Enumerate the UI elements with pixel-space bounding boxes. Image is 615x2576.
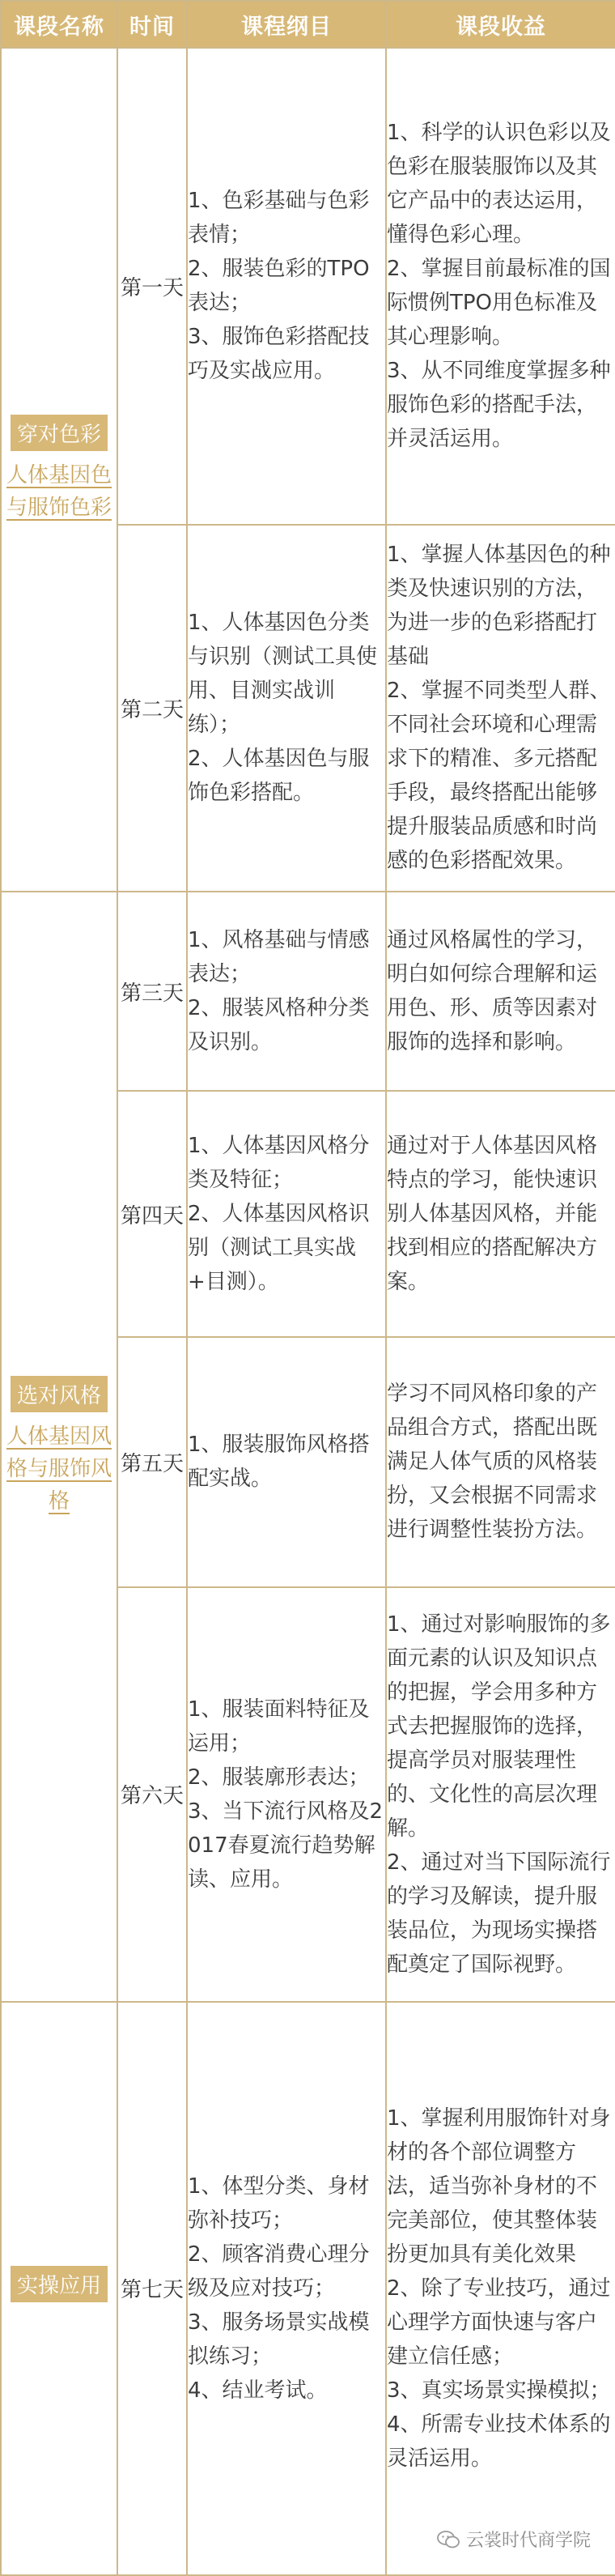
day-cell: 第三天 [117,892,187,1092]
table-row [1,48,615,525]
module-badge: 实操应用 [11,2266,108,2302]
gain-item: 通过风格属性的学习，明白如何综合理解和运用色、形、质等因素对服饰的选择和影响。 [387,928,598,1055]
day-cell: 第七天 [117,2002,187,2575]
module-badge: 穿对色彩 [11,415,108,451]
module-subtitle: 人体基因色与服饰色彩 [6,463,112,521]
header-name: 课段名称 [1,1,117,48]
gain-item: 1、掌握利用服饰针对身材的各个部位调整方法，适当弥补身材的不完美部位，使其整体装扮更加具有美化效果 [387,2106,611,2267]
header-outline: 课程纲目 [187,1,386,48]
outline-item: 2、人体基因色与服饰色彩搭配。 [188,747,370,806]
day-cell: 第五天 [117,1337,187,1586]
gain-item: 1、通过对影响服饰的多面元素的认识及知识点的把握，学会用多种方式去把握服饰的选择，提高学员对服装理性的、文化性的高层次理解。 [387,1612,611,1841]
gain-item: 通过对于人体基因风格特点的学习，能快速识别人体基因风格，并能找到相应的搭配解决方案。 [387,1134,598,1295]
gain-cell [386,2002,615,2575]
outline-item: 3、服务场景实战模拟练习； [188,2310,370,2369]
gain-item: 2、通过对当下国际流行的学习及解读，提升服装品位，为现场实操搭配奠定了国际视野。 [387,1850,611,1977]
outline-item: 1、人体基因风格分类及特征； [188,1134,370,1193]
header-gain: 课段收益 [386,1,615,48]
outline-item: 1、体型分类、身材弥补技巧； [188,2174,370,2233]
outline-item: 1、人体基因色分类与识别（测试工具使用、目测实战训练）； [188,611,378,738]
outline-item: 2、服装风格种分类及识别。 [188,996,370,1055]
wechat-icon [437,2530,460,2549]
outline-cell [187,892,386,1092]
gain-item: 4、所需专业技术体系的灵活运用。 [387,2412,611,2471]
gain-cell [386,1337,615,1586]
gain-item: 3、真实场景实操模拟； [387,2378,611,2403]
outline-cell [187,2002,386,2575]
gain-cell [386,1091,615,1337]
module-badge: 选对风格 [11,1376,108,1412]
outline-item: 1、风格基础与情感表达； [188,928,370,987]
watermark [437,2527,591,2552]
outline-item: 1、色彩基础与色彩表情； [188,189,370,248]
outline-item: 4、结业考试。 [188,2378,328,2403]
outline-item: 2、人体基因风格识别（测试工具实战+目测）。 [188,1202,370,1295]
day-cell: 第二天 [117,525,187,892]
gain-item: 学习不同风格印象的产品组合方式，搭配出既满足人体气质的风格装扮，又会根据不同需求进行调整性装扮方法。 [387,1382,598,1543]
header-row [1,1,615,48]
outline-cell [187,48,386,525]
gain-item: 2、掌握不同类型人群、不同社会环境和心理需求下的精准、多元搭配手段，最终搭配出能够提升服装品质感和时尚感的色彩搭配效果。 [387,679,611,874]
module-cell [1,2002,117,2575]
module-cell [1,892,117,2002]
gain-item: 1、科学的认识色彩以及色彩在服装服饰以及其它产品中的表达运用，懂得色彩心理。 [387,121,611,248]
table-row [1,892,615,1092]
watermark-text: 云裳时代商学院 [465,2531,591,2551]
day-cell: 第四天 [117,1091,187,1337]
module-subtitle: 人体基因风格与服饰风格 [6,1424,112,1514]
day-cell: 第六天 [117,1587,187,2002]
outline-cell [187,1587,386,2002]
outline-cell [187,1091,386,1337]
outline-item: 1、服装服饰风格搭配实战。 [188,1433,370,1492]
outline-item: 3、服饰色彩搭配技巧及实战应用。 [188,325,370,384]
gain-cell [386,525,615,892]
table-row [1,2002,615,2575]
gain-cell [386,892,615,1092]
outline-item: 2、服装廓形表达； [188,1765,370,1790]
outline-item: 1、服装面料特征及运用； [188,1697,370,1756]
gain-cell [386,48,615,525]
outline-item: 2、服装色彩的TPO表达； [188,257,370,316]
outline-cell [187,525,386,892]
gain-item: 3、从不同维度掌握多种服饰色彩的搭配手法，并灵活运用。 [387,359,611,452]
outline-item: 3、当下流行风格及2017春夏流行趋势解读、应用。 [188,1799,384,1892]
outline-item: 2、顾客消费心理分级及应对技巧； [188,2242,370,2301]
gain-item: 2、除了专业技巧，通过心理学方面快速与客户建立信任感； [387,2276,611,2369]
day-cell: 第一天 [117,48,187,525]
outline-cell [187,1337,386,1586]
schedule-body [1,48,615,2575]
module-cell [1,48,117,892]
gain-item: 2、掌握目前最标准的国际惯例TPO用色标准及其心理影响。 [387,257,611,350]
gain-item: 1、掌握人体基因色的种类及快速识别的方法，为进一步的色彩搭配打基础 [387,543,611,670]
header-time: 时间 [117,1,187,48]
gain-cell [386,1587,615,2002]
